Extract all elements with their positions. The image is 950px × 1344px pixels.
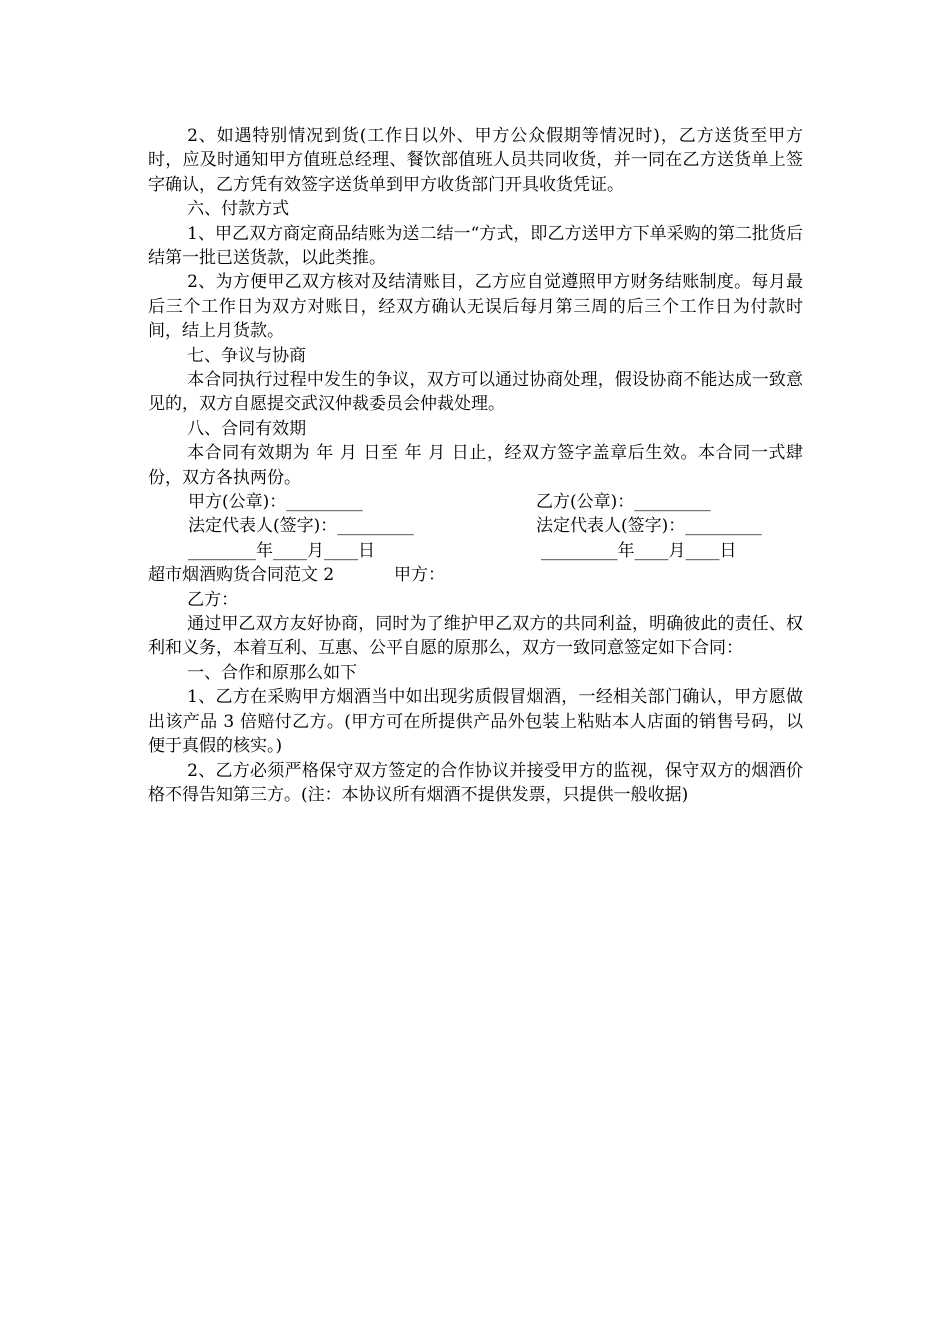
heading-cooperation: 一、合作和原那么如下 (187, 662, 358, 683)
signature-row-date (148, 539, 803, 563)
second-contract-title-row (148, 563, 803, 587)
paragraph-cooperation-1: 1、乙方在采购甲方烟酒当中如出现劣质假冒烟酒，一经相关部门确认，甲方愿做出该产品 3 倍赔付乙方。(甲方可在所提供产品外包装上粘贴本人店面的销售号码，以便于真假的核实。) (148, 687, 803, 757)
heading-validity: 八、合同有效期 (187, 418, 307, 439)
party-a-seal: 甲方(公章)：_________ (188, 492, 363, 513)
paragraph-payment-1: 1、甲乙双方商定商品结账为送二结一“方式，即乙方送甲方下单采购的第二批货后结第一批已送货款，以此类推。 (148, 223, 803, 269)
document-page (148, 124, 803, 807)
party-a-label: 甲方： (394, 565, 445, 586)
paragraph-validity: 本合同有效期为 年 月 日至 年 月 日止，经双方签字盖章后生效。本合同一式肆份，双方各执两份。 (148, 443, 803, 488)
paragraph-payment-2: 2、为方便甲乙双方核对及结清账目，乙方应自觉遵照甲方财务结账制度。每月最后三个工作日为双方对账日，经双方确认无误后每月第三周的后三个工作日为付款时间，结上月货款。 (148, 272, 803, 342)
party-b-representative: 法定代表人(签字)：_________ (536, 516, 762, 537)
paragraph-delivery-special: 2、如遇特别情况到货(工作日以外、甲方公众假期等情况时)，乙方送货至甲方时，应及时通知甲方值班总经理、餐饮部值班人员共同收货，并一同在乙方送货单上签字确认，乙方凭有效签字送货单到甲方收货部门开具收货凭证。 (148, 126, 803, 195)
second-contract-title: 超市烟酒购货合同范文 2 (148, 565, 335, 586)
paragraph-preamble: 通过甲乙双方友好协商，同时为了维护甲乙双方的共同利益，明确彼此的责任、权利和义务，本着互利、互惠、公平自愿的原那么，双方一致同意签定如下合同： (148, 614, 803, 659)
signature-row-seal (148, 490, 803, 514)
party-a-representative: 法定代表人(签字)：_________ (188, 516, 414, 537)
party-a-date: ________年____月____日 (188, 540, 375, 561)
signature-row-rep (148, 514, 803, 538)
party-b-seal: 乙方(公章)：_________ (536, 492, 711, 513)
heading-payment-method: 六、付款方式 (187, 199, 290, 220)
heading-dispute: 七、争议与协商 (187, 345, 307, 366)
paragraph-cooperation-2: 2、乙方必须严格保守双方签定的合作协议并接受甲方的监视，保守双方的烟酒价格不得告知第三方。(注：本协议所有烟酒不提供发票，只提供一般收据) (148, 760, 803, 805)
paragraph-dispute: 本合同执行过程中发生的争议，双方可以通过协商处理，假设协商不能达成一致意见的，双方自愿提交武汉仲裁委员会仲裁处理。 (148, 370, 803, 415)
party-b-date: _________年____月____日 (541, 540, 737, 561)
party-b-label: 乙方： (187, 589, 239, 610)
